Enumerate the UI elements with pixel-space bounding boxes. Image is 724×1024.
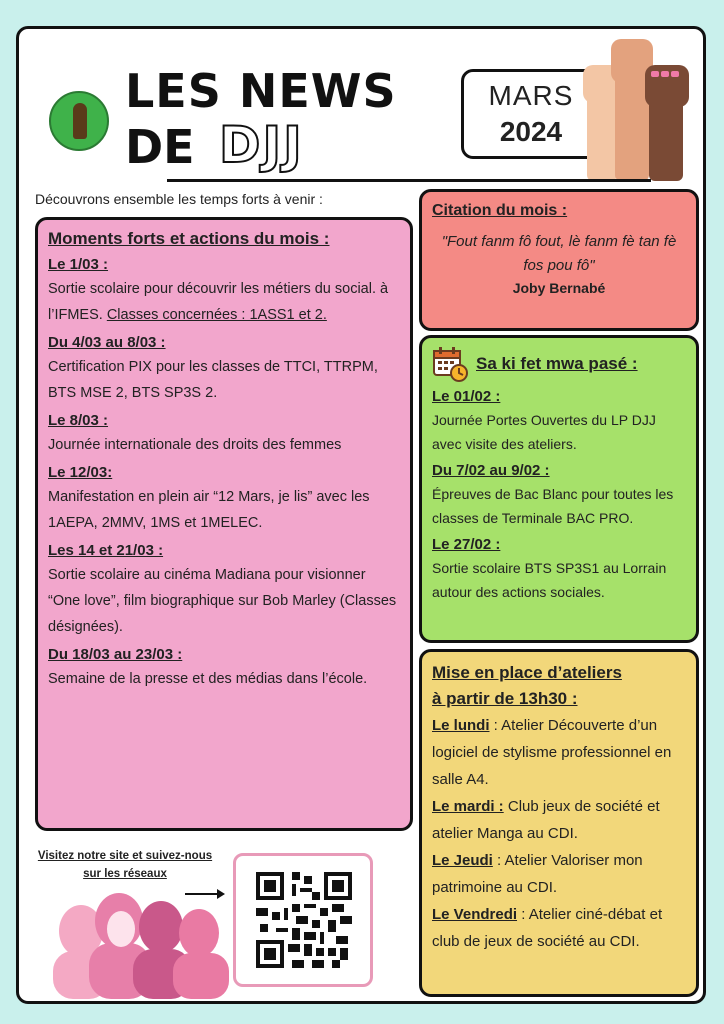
moment-date: Du 4/03 au 8/03 : — [48, 334, 166, 351]
past-event-date: Le 27/02 : — [432, 536, 501, 553]
moment-text: Sortie scolaire au cinéma Madiana pour visionner “One love”, film biographique sur Bob Marley (Classes désignées). — [48, 567, 397, 635]
citation-title: Citation du mois : — [432, 202, 568, 219]
atelier-item — [432, 847, 686, 901]
moment-text — [48, 276, 400, 328]
visit-site-text: Visitez notre site et suivez-nous sur les réseaux — [37, 850, 213, 880]
moments-title: Moments forts et actions du mois : — [48, 229, 330, 248]
atelier-text: : Atelier Valoriser mon patrimoine au CDI. — [432, 852, 643, 896]
atelier-text: : Atelier ciné-débat et club de jeux de société au CDI. — [432, 906, 663, 950]
moment-text: Semaine de la presse et des médias dans l’école. — [48, 671, 368, 687]
atelier-item — [432, 793, 686, 847]
past-event-text: Sortie scolaire BTS SP3S1 au Lorrain autour des actions sociales. — [432, 560, 667, 600]
moment-classes: Classes concernées : 1ASS1 et 2. — [106, 307, 327, 323]
moment-date: Les 14 et 21/03 : — [48, 542, 164, 559]
school-logo — [49, 91, 109, 151]
atelier-item — [432, 712, 686, 793]
citation-quote: "Fout fanm fô fout, lè fanm fè tan fè fos pou fô" — [441, 233, 677, 274]
atelier-day: Le Vendredi — [432, 906, 518, 923]
ateliers-time: à partir de 13h30 : — [432, 689, 578, 708]
past-event-date: Le 01/02 : — [432, 388, 501, 405]
atelier-text: Club jeux de société et atelier Manga au CDI. — [432, 798, 660, 842]
moments-forts-panel — [35, 217, 413, 831]
ateliers-panel — [419, 649, 699, 997]
past-events-header — [432, 346, 686, 382]
month-label: MARS — [488, 80, 574, 111]
atelier-item — [432, 901, 686, 955]
moment-text: Certification PIX pour les classes de TTCI, TTRPM, BTS MSE 2, BTS SP3S 2. — [48, 359, 378, 401]
past-event-date: Du 7/02 au 9/02 : — [432, 462, 550, 479]
past-events-panel — [419, 335, 699, 643]
qr-code[interactable] — [256, 872, 352, 968]
intro-text: Découvrons ensemble les temps forts à venir : — [35, 191, 323, 207]
citation-author: Joby Bernabé — [512, 280, 606, 296]
moment-date: Le 8/03 : — [48, 412, 109, 429]
calendar-clock-icon — [432, 346, 468, 382]
atelier-day: Le mardi : — [432, 798, 504, 815]
ateliers-title: Mise en place d’ateliers — [432, 663, 622, 682]
atelier-day: Le lundi — [432, 717, 490, 734]
year-label: 2024 — [499, 116, 563, 147]
past-event-text: Épreuves de Bac Blanc pour toutes les classes de Terminale BAC PRO. — [432, 486, 674, 526]
citation-panel — [419, 189, 699, 331]
moment-text-main: Sortie scolaire pour découvrir les métiers du social. à l’IFMES. — [48, 281, 389, 323]
past-events-title: Sa ki fet mwa pasé : — [476, 354, 638, 373]
title-de: DE — [125, 120, 195, 174]
title-djj: DJJ — [219, 116, 304, 174]
title-les-news: LES NEWS — [125, 64, 397, 118]
newsletter-page — [16, 26, 706, 1004]
moment-text: Manifestation en plein air “12 Mars, je lis” avec les 1AEPA, 2MMV, 1MS et 1MELEC. — [48, 489, 370, 531]
moment-date: Du 18/03 au 23/03 : — [48, 646, 183, 663]
moment-text: Journée internationale des droits des femmes — [48, 437, 342, 453]
qr-code-frame[interactable] — [233, 853, 373, 987]
atelier-day: Le Jeudi — [432, 852, 493, 869]
raised-fists-illustration — [579, 31, 697, 181]
moment-date: Le 1/03 : — [48, 256, 109, 273]
atelier-text: : Atelier Découverte d’un logiciel de stylisme professionnel en salle A4. — [432, 717, 672, 788]
header-divider — [167, 179, 651, 182]
past-event-text: Journée Portes Ouvertes du LP DJJ avec visite des ateliers. — [432, 412, 656, 452]
women-silhouettes-illustration — [45, 891, 235, 999]
moment-date: Le 12/03: — [48, 464, 113, 481]
